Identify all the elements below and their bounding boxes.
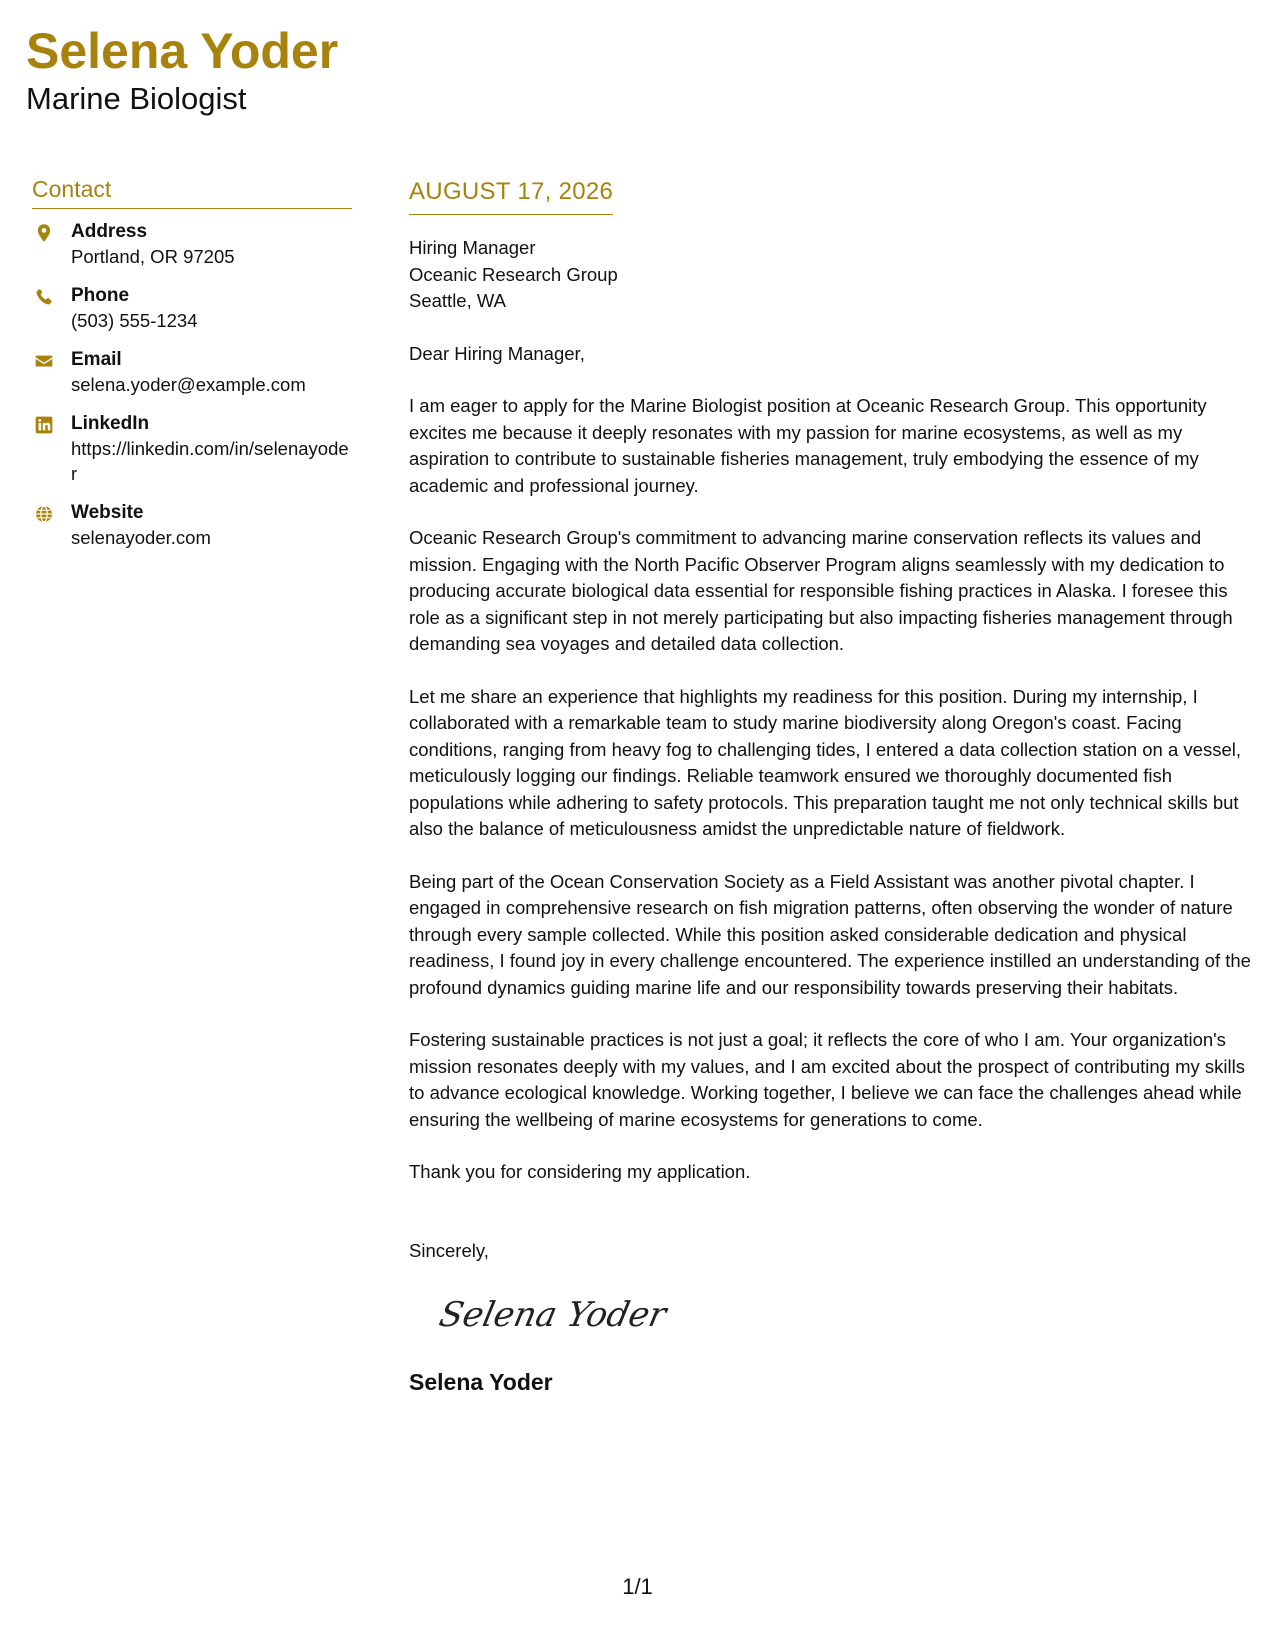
recipient-line: Hiring Manager [409, 237, 536, 258]
closing: Sincerely, [409, 1239, 489, 1261]
date-block [409, 176, 613, 215]
contact-email [32, 347, 352, 397]
contact-value: (503) 555-1234 [71, 310, 198, 331]
contact-list [32, 219, 352, 550]
page-number: 1/1 [622, 1574, 653, 1599]
map-pin-icon [34, 223, 54, 243]
contact-phone [32, 283, 352, 333]
applicant-name: Selena Yoder [26, 23, 339, 79]
contact-value: selena.yoder@example.com [71, 374, 306, 395]
contact-sidebar [32, 174, 352, 564]
envelope-icon [34, 351, 54, 371]
letter-body [409, 176, 1257, 1397]
contact-value: https://linkedin.com/in/selenayoder [71, 438, 349, 484]
contact-value: Portland, OR 97205 [71, 246, 235, 267]
contact-website [32, 500, 352, 550]
linkedin-icon [34, 415, 54, 435]
body-paragraph: Being part of the Ocean Conservation Society as a Field Assistant was another pivotal chapter. I engaged in comprehensive research on fish migration patterns, often observing the wonder of nature through every sample collected. While this position asked considerable dedication and physical readiness, I found joy in every challenge encountered. The experience instilled an understanding of the profound dynamics guiding marine life and our responsibility towards preserving their habitats. [409, 870, 1251, 998]
phone-icon [34, 287, 54, 307]
contact-address [32, 219, 352, 269]
contact-label: Email [71, 349, 122, 370]
contact-label: Address [71, 221, 148, 242]
body-paragraph: Let me share an experience that highlights my readiness for this position. During my internship, I collaborated with a remarkable team to study marine biodiversity along Oregon's coast. Facing conditions, ranging from heavy fog to challenging tides, I entered a data collection station on a vessel, meticulously logging our findings. Reliable teamwork ensured we thoroughly documented fish populations while adhering to safety protocols. This preparation taught me not only technical skills but also the balance of meticulousness amidst the unpredictable nature of fieldwork. [409, 685, 1241, 839]
letter-date: AUGUST 17, 2026 [409, 178, 614, 205]
body-paragraph: Fostering sustainable practices is not just a goal; it reflects the core of who I am. Your organization's mission resonates deeply with my values, and I am excited about the prospect of contributing my skills to advance ecological knowledge. Working together, I believe we can face the challenges ahead while ensuring the wellbeing of marine ecosystems for generations to come. [409, 1029, 1245, 1130]
recipient-line: Oceanic Research Group [409, 263, 618, 285]
contact-value: selenayoder.com [71, 527, 211, 548]
contact-linkedin [32, 411, 352, 486]
recipient-block [409, 235, 1257, 315]
globe-icon [34, 504, 54, 524]
contact-heading: Contact [32, 174, 352, 209]
applicant-title: Marine Biologist [26, 81, 247, 116]
contact-label: Website [71, 502, 144, 523]
recipient-line: Seattle, WA [409, 290, 506, 311]
contact-label: Phone [71, 285, 130, 306]
thank-you-line: Thank you for considering my application. [409, 1161, 751, 1182]
header [26, 22, 338, 118]
handwritten-signature [435, 1282, 675, 1344]
signer-name: Selena Yoder [409, 1369, 553, 1395]
body-paragraph: I am eager to apply for the Marine Biologist position at Oceanic Research Group. This opportunity excites me because it deeply resonates with my passion for marine ecosystems, as well as my aspiration to contribute to sustainable fisheries management, truly embodying the essence of my academic and professional journey. [409, 395, 1207, 496]
body-paragraph: Oceanic Research Group's commitment to advancing marine conservation reflects its values and mission. Engaging with the North Pacific Observer Program aligns seamlessly with my dedication to producing accurate biological data essential for responsible fishing practices in Alaska. I foresee this role as a significant step in not merely participating but also impacting fisheries management through demanding sea voyages and detailed data collection. [409, 527, 1233, 654]
signature-text: Selena Yoder [435, 1295, 670, 1335]
contact-label: LinkedIn [71, 413, 150, 434]
salutation: Dear Hiring Manager, [409, 342, 585, 364]
